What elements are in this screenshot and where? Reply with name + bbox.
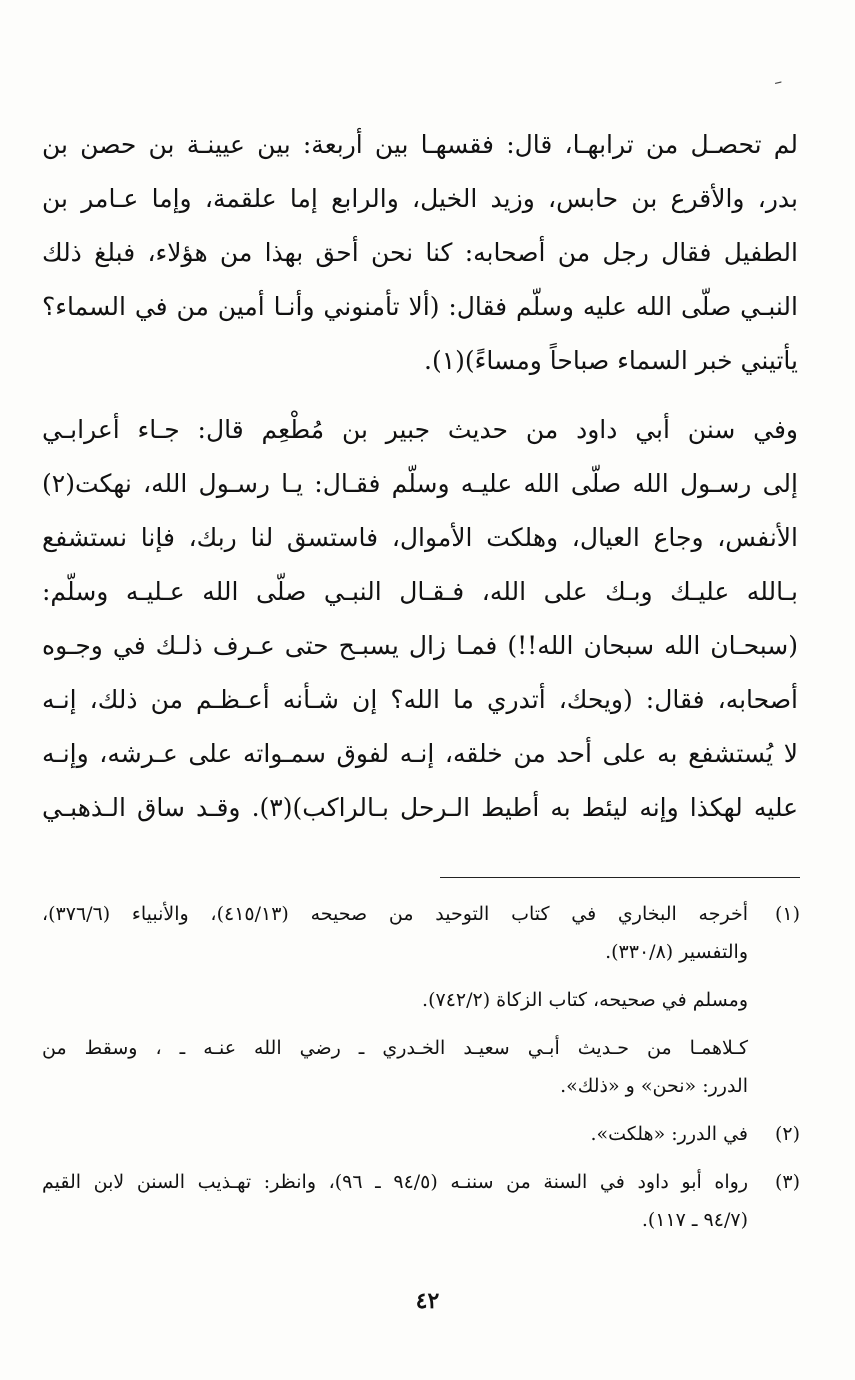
footnote-line: رواه أبو داود في السنة من سننـه (٩٤/٥ ـ ٩٦)، وانظر: تهـذيب السنن لابن القيم	[42, 1171, 748, 1193]
footnote-divider	[440, 877, 800, 878]
main-text	[42, 118, 798, 835]
text-line: يأتيني خبر السماء صباحاً ومساءً)(١).	[424, 346, 798, 375]
footnote-2	[42, 1115, 800, 1153]
text-line: أصحابه، فقال: (ويحك، أتدري ما الله؟ إن شـأنه أعـظـم من ذلك، إنـه	[42, 685, 798, 714]
text-line: الأنفس، وجاع العيال، وهلكت الأموال، فاستسق لنا ربك، فإنا نستشفع	[42, 523, 798, 552]
footnote-line: والتفسير (٣٣٠/٨).	[605, 941, 748, 963]
text-line: إلى رسـول الله صلّى الله عليـه وسلّم فقـال: يـا رسـول الله، نهكت(٢)	[42, 469, 798, 498]
footnote-3	[42, 1163, 800, 1239]
footnote-number: (١)	[774, 903, 800, 925]
text-line: النبـي صلّى الله عليه وسلّم فقال: (ألا تأمنوني وأنـا أمين من في السماء؟	[42, 292, 798, 321]
page-number: ٤٢	[415, 1288, 440, 1314]
footnote-1	[42, 895, 800, 971]
text-line: الطفيل فقال رجل من أصحابه: كنا نحن أحق بهذا من هؤلاء، فبلغ ذلك	[42, 238, 798, 267]
paragraph-2	[42, 403, 798, 835]
footnote-line: في الدرر: «هلكت».	[590, 1123, 748, 1145]
footnotes	[42, 895, 800, 1239]
footnote-line: كـلاهمـا من حـديث أبـي سعيـد الخـدري ـ رضي الله عنـه ـ ، وسقط من	[42, 1037, 748, 1059]
footnote-number: (٣)	[774, 1171, 800, 1193]
footnote-line: الدرر: «نحن» و «ذلك».	[560, 1075, 748, 1097]
footnote-number: (٢)	[774, 1123, 800, 1145]
footnote-line: ومسلم في صحيحه، كتاب الزكاة (٧٤٢/٢).	[422, 989, 748, 1011]
text-line: بـالله عليـك وبـك على الله، فـقـال النبـي صلّى الله عـليـه وسلّم:	[42, 577, 798, 606]
text-line: بدر، والأقرع بن حابس، وزيد الخيل، والرابع إما علقمة، وإما عـامر بن	[42, 184, 798, 213]
footnote-line: أخرجه البخاري في كتاب التوحيد من صحيحه (٤١٥/١٣)، والأنبياء (٣٧٦/٦)،	[42, 903, 748, 925]
text-line: وفي سنن أبي داود من حديث جبير بن مُطْعِم قال: جـاء أعرابـي	[42, 415, 798, 444]
text-line: لم تحصـل من ترابهـا، قال: فقسهـا بين أربعة: بين عيينـة بن حصن بن	[42, 130, 798, 159]
text-line: لا يُستشفع به على أحد من خلقه، إنـه لفوق سمـواته على عـرشه، وإنـه	[42, 739, 798, 768]
paragraph-1	[42, 118, 798, 388]
scan-mark: ﹶ	[775, 78, 782, 103]
text-line: عليه لهكذا وإنه ليئط به أطيط الـرحل بـالراكب)(٣). وقـد ساق الـذهبـي	[42, 793, 799, 822]
text-line: (سبحـان الله سبحان الله!!) فمـا زال يسبـح حتى عـرف ذلـك في وجـوه	[42, 631, 798, 660]
footnote-line: (٩٤/٧ ـ ١١٧).	[641, 1209, 748, 1231]
